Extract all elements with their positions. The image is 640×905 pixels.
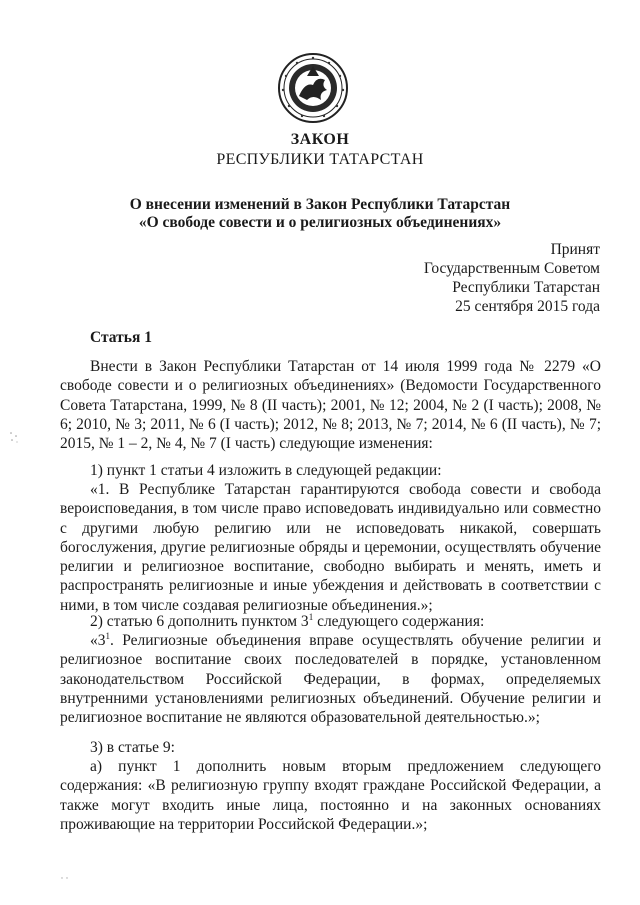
item2-heading <box>90 612 600 631</box>
item2-text-body: . Религиозные объединения вправе осуществлять обучение религии и религиозное воспитание своих последователей в порядке, установленном законодательством Российской Федерации, в формах, определяемых внутренними установлениями религиозных объединений. Обучение религии и религиозное воспитание не являются образовательной деятельностью.»; <box>60 632 601 727</box>
item3-heading: 3) в статье 9: <box>90 739 175 756</box>
article-title: Статья 1 <box>90 329 152 346</box>
adoption-line-date: 25 сентября 2015 года <box>455 298 600 315</box>
scan-artifact-mark <box>8 430 20 444</box>
item2-heading-text: 2) статью 6 дополнить пунктом 3 <box>90 613 309 630</box>
adoption-line-council: Государственным Советом <box>423 260 600 277</box>
republic-title: РЕСПУБЛИКИ ТАТАРСТАН <box>216 151 424 168</box>
item1-text: «1. В Республике Татарстан гарантируются свобода совести и свобода вероисповедания, в том числе право исповедовать индивидуально или совместно с другими любую религию или не исповедовать никакой, совершать богослужения, другие религиозные обряды и церемонии, осуществлять обучение религии и религиозное воспитание, свободно выбирать и менять, иметь и распространять религиозные и иные убеждения и действовать в соответствии с ними, в том числе создавая религиозные объединения.»; <box>60 481 601 614</box>
scan-artifact-dots <box>60 875 70 881</box>
adoption-line-republic: Республики Татарстан <box>452 279 600 296</box>
law-subtitle-line1: О внесении изменений в Закон Республики Татарстан <box>129 196 511 213</box>
item2-heading-superscript: 1 <box>308 611 314 622</box>
adoption-line-accepted: Принят <box>550 241 600 258</box>
tatarstan-emblem-icon <box>277 52 349 124</box>
item2-text <box>60 631 601 727</box>
law-subtitle-line2: «О свободе совести и о религиозных объединениях» <box>138 214 502 231</box>
law-title: ЗАКОН <box>290 131 350 148</box>
item2-text-superscript: 1 <box>105 630 110 641</box>
adoption-block <box>424 240 600 316</box>
item2-text-start: «3 <box>90 632 106 649</box>
article-intro-paragraph: Внести в Закон Республики Татарстан от 14 июля 1999 года № 2279 «О свободе совести и о религиозных объединениях» (Ведомости Государственного Совета Татарстана, 1999, № 8 (II часть); 2001, № 12; 2004, № 2 (I часть); 2008, № 6; 2010, № 3; 2011, № 6 (I часть); 2012, № 8; 2013, № 7; 2014, № 6 (II часть), № 7; 2015, № 1 – 2, № 4, № 7 (I часть) следующие изменения: <box>60 358 601 453</box>
item2-heading-tail: следующего содержания: <box>313 613 485 630</box>
item1-heading: 1) пункт 1 статьи 4 изложить в следующей редакции: <box>90 462 442 479</box>
item3-text: а) пункт 1 дополнить новым вторым предложением следующего содержания: «В религиозную группу входят граждане Российской Федерации, а также могут входить иные лица, постоянно и на законных основаниях проживающие на территории Российской Федерации.»; <box>60 758 601 833</box>
